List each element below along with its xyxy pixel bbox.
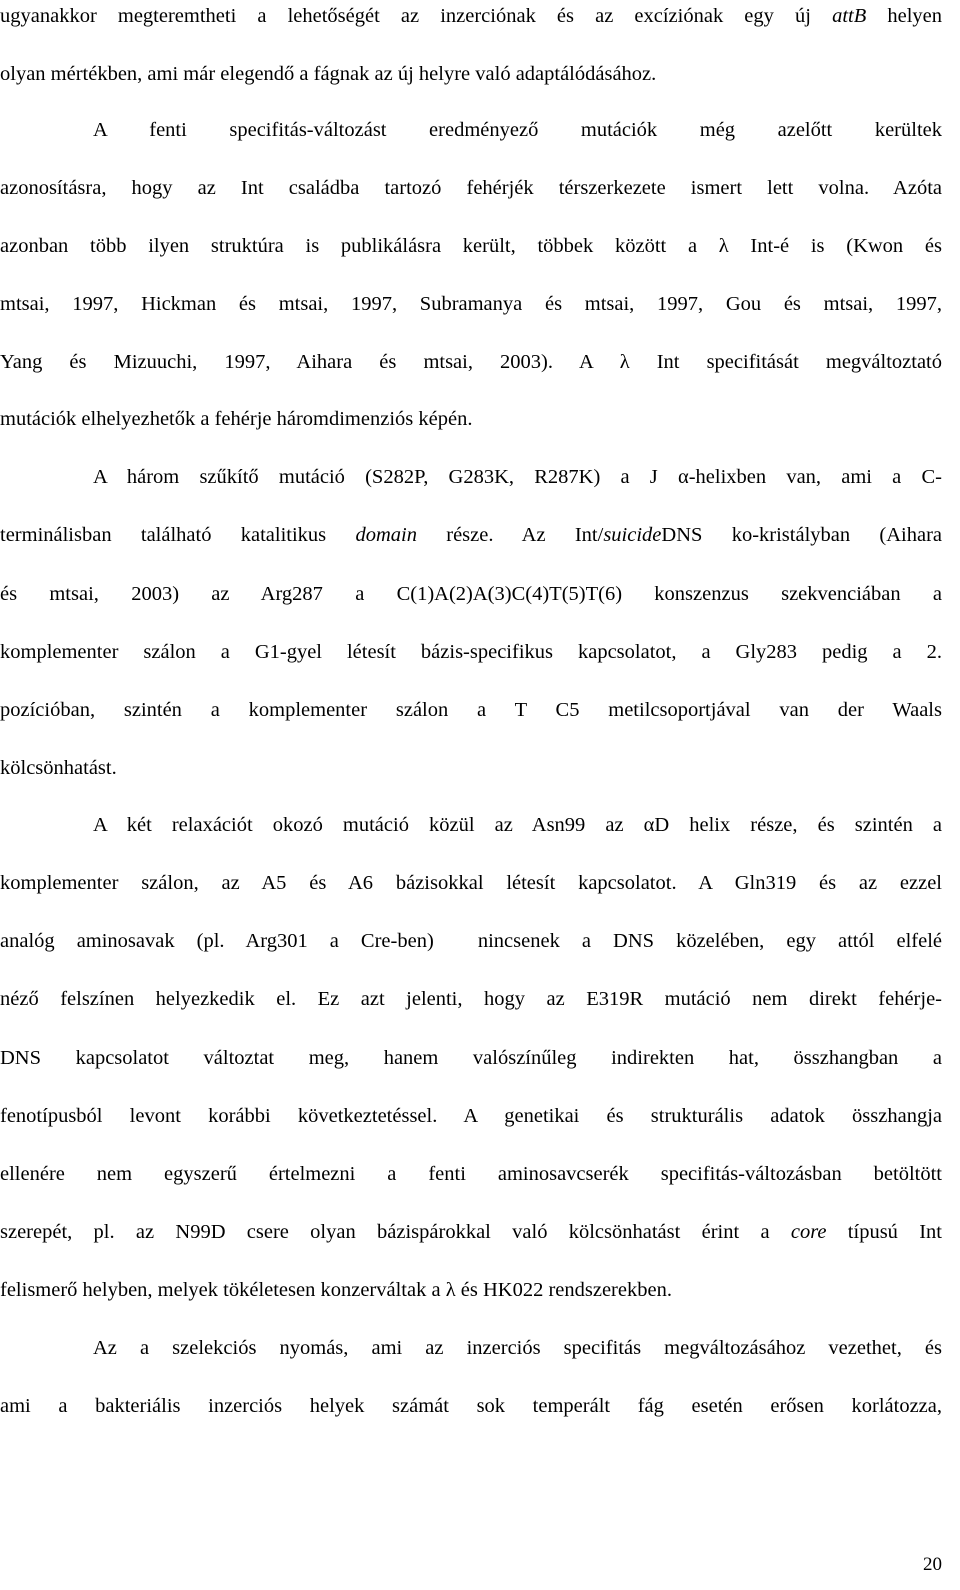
text-segment: terminálisban található katalitikus	[0, 524, 356, 546]
text-line	[0, 640, 942, 664]
text-segment: Yang és Mizuuchi, 1997, Aihara és mtsai, 2003). A λ Int specifitását megváltoztató	[0, 351, 942, 373]
text-segment: ugyanakkor megteremtheti a lehetőségét az inzerciónak és az excíziónak egy új	[0, 5, 833, 27]
text-segment: Az a szelekciós nyomás, ami az inzerciós specifitás megváltozásához vezethet, és	[93, 1337, 942, 1359]
text-segment: A három szűkítő mutáció (S282P, G283K, R287K) a J α-helixben van, ami a C-	[93, 466, 942, 488]
text-segment: azonosításra, hogy az Int családba tartozó fehérjék térszerkezete ismert lett volna. Azóta	[0, 177, 942, 199]
text-line	[0, 698, 942, 722]
text-line	[0, 1104, 942, 1128]
page-number: 20	[923, 1554, 942, 1575]
text-segment: azonban több ilyen struktúra is publikálásra került, többek között a λ Int-é is (Kwon és	[0, 235, 942, 257]
text-line	[93, 465, 942, 489]
text-segment: ellenére nem egyszerű értelmezni a fenti aminosavcserék specifitás-változásban betöltött	[0, 1163, 942, 1185]
text-line	[0, 871, 942, 895]
text-line	[0, 1394, 942, 1418]
text-line	[0, 987, 942, 1011]
text-segment: fenotípusból levont korábbi következtetéssel. A genetikai és strukturális adatok összhangja	[0, 1105, 942, 1127]
text-segment: A két relaxációt okozó mutáció közül az Asn99 az αD helix része, és szintén a	[93, 814, 942, 836]
text-line	[0, 176, 942, 200]
text-line	[0, 350, 942, 374]
text-line	[0, 756, 942, 780]
text-line	[93, 1336, 942, 1360]
text-line	[0, 292, 942, 316]
text-segment: mutációk elhelyezhetők a fehérje háromdimenziós képén.	[0, 408, 473, 430]
text-segment: komplementer szálon a G1-gyel létesít bázis-specifikus kapcsolatot, a Gly283 pedig a 2.	[0, 641, 942, 663]
italic-term: attB	[832, 5, 867, 27]
italic-term: suicide	[603, 524, 662, 546]
text-line	[0, 582, 942, 606]
italic-term: core	[790, 1221, 827, 1243]
text-line	[0, 1220, 942, 1244]
italic-term: domain	[355, 524, 417, 546]
text-segment: ami a bakteriális inzerciós helyek számát sok temperált fág esetén erősen korlátozza,	[0, 1395, 942, 1417]
text-line	[0, 234, 942, 258]
text-segment: DNS kapcsolatot változtat meg, hanem valószínűleg indirekten hat, összhangban a	[0, 1047, 942, 1069]
text-segment: része. Az Int/	[416, 524, 604, 546]
text-line	[0, 929, 942, 953]
text-segment: komplementer szálon, az A5 és A6 bázisokkal létesít kapcsolatot. A Gln319 és az ezzel	[0, 872, 942, 894]
text-segment: és mtsai, 2003) az Arg287 a C(1)A(2)A(3)C(4)T(5)T(6) konszenzus szekvenciában a	[0, 583, 942, 605]
text-segment: A fenti specifitás-változást eredményező mutációk még azelőtt kerültek	[93, 119, 942, 141]
text-segment: szerepét, pl. az N99D csere olyan bázispárokkal való kölcsönhatást érint a	[0, 1221, 791, 1243]
text-segment: pozícióban, szintén a komplementer szálon a T C5 metilcsoportjával van der Waals	[0, 699, 942, 721]
text-line	[0, 523, 942, 547]
text-line	[93, 118, 942, 142]
text-segment: kölcsönhatást.	[0, 757, 117, 779]
text-line	[0, 1278, 942, 1302]
text-line	[0, 62, 942, 86]
text-segment: helyen	[866, 5, 942, 27]
text-line	[93, 813, 942, 837]
text-line	[0, 4, 942, 28]
text-segment: típusú Int	[826, 1221, 942, 1243]
text-segment: felismerő helyben, melyek tökéletesen konzerváltak a λ és HK022 rendszerekben.	[0, 1279, 672, 1301]
text-segment: olyan mértékben, ami már elegendő a fágnak az új helyre való adaptálódásához.	[0, 63, 657, 85]
text-segment: analóg aminosavak (pl. Arg301 a Cre-ben) nincsenek a DNS közelében, egy attól elfelé	[0, 930, 942, 952]
text-segment: mtsai, 1997, Hickman és mtsai, 1997, Subramanya és mtsai, 1997, Gou és mtsai, 1997,	[0, 293, 942, 315]
text-line	[0, 1046, 942, 1070]
text-segment: néző felszínen helyezkedik el. Ez azt jelenti, hogy az E319R mutáció nem direkt fehérje-	[0, 988, 942, 1010]
text-line	[0, 1162, 942, 1186]
text-segment: DNS ko-kristályban (Aihara	[661, 524, 943, 546]
text-line	[0, 407, 942, 431]
